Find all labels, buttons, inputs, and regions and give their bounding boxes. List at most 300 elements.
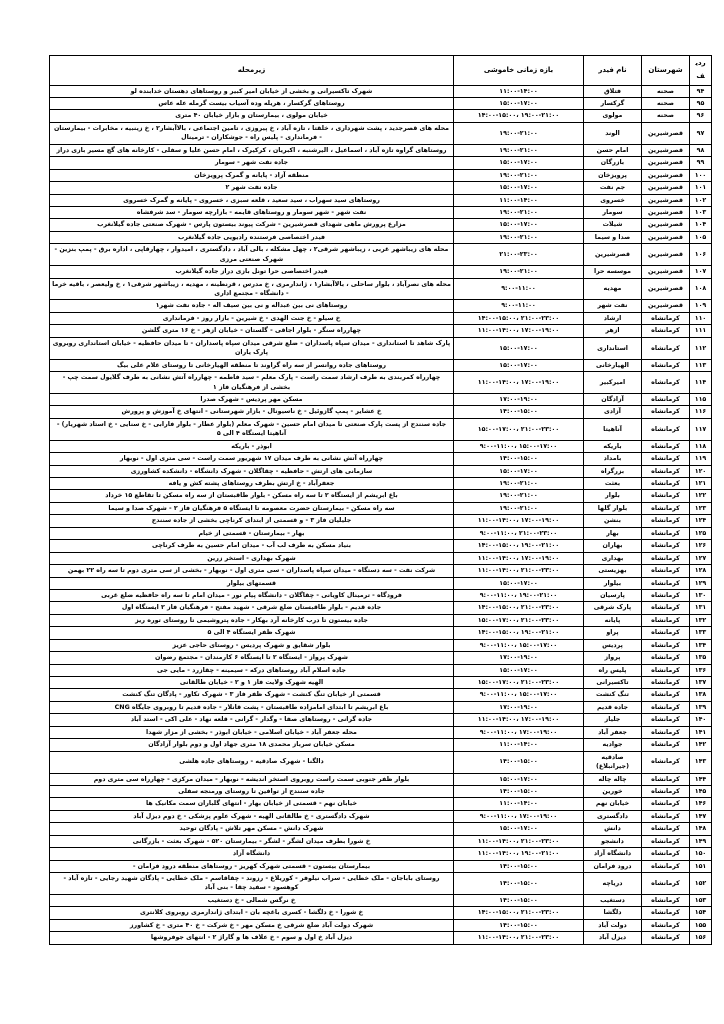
- cell-county: کرمانشاه: [642, 739, 690, 751]
- cell-county: صحنه: [642, 85, 690, 97]
- table-row: [50, 751, 712, 773]
- cell-county: کرمانشاه: [642, 552, 690, 564]
- cell-row-number: ۱۴۱: [690, 726, 712, 738]
- cell-sub-neighborhood: محله های نصرآباد ، بلوار ساحلی ، بالاآبشار۱ ، ژاندارمری ، خ مدرس ، قرنطینه ، مهدیه ، زیباشهر شرقی۱ ، خ ولیعصر ، باقیه خرما - دانشگاه - مجتمع اداری: [50, 278, 454, 300]
- cell-county: کرمانشاه: [642, 785, 690, 797]
- table-row: [50, 773, 712, 785]
- cell-row-number: ۱۵۵: [690, 919, 712, 931]
- cell-row-number: ۱۲۴: [690, 515, 712, 527]
- cell-feeder: دادگستری: [584, 810, 642, 822]
- cell-outage-time: ۹:۰۰-۱۱:۰۰، ۱۷:۰۰-۱۹:۰۰: [454, 726, 584, 738]
- cell-feeder: جم نفت: [584, 182, 642, 194]
- cell-county: کرمانشاه: [642, 701, 690, 713]
- table-row: [50, 266, 712, 278]
- cell-county: قصرشیرین: [642, 231, 690, 243]
- cell-outage-time: ۱۷:۰۰-۱۹:۰۰: [454, 393, 584, 405]
- cell-county: کرمانشاه: [642, 602, 690, 614]
- cell-outage-time: ۹:۰۰-۱۱:۰۰، ۲۱:۰۰-۲۳:۰۰: [454, 527, 584, 539]
- column-header-feeder: نام فیدر: [584, 56, 642, 86]
- table-row: [50, 873, 712, 895]
- table-row: [50, 677, 712, 689]
- cell-feeder: پلیس راه: [584, 664, 642, 676]
- cell-county: کرمانشاه: [642, 312, 690, 324]
- cell-outage-time: ۱۴:۰۰-۱۵:۰۰، ۲۱:۰۰-۲۳:۰۰: [454, 907, 584, 919]
- cell-row-number: ۱۰۴: [690, 219, 712, 231]
- cell-feeder: جوادیه: [584, 739, 642, 751]
- table-row: [50, 490, 712, 502]
- cell-row-number: ۱۳۵: [690, 652, 712, 664]
- table-row: [50, 907, 712, 919]
- cell-county: کرمانشاه: [642, 627, 690, 639]
- cell-feeder: بلوار گلها: [584, 502, 642, 514]
- cell-county: کرمانشاه: [642, 337, 690, 359]
- cell-county: کرمانشاه: [642, 848, 690, 860]
- cell-feeder: پارک شرقی: [584, 602, 642, 614]
- cell-feeder: دانش: [584, 823, 642, 835]
- table-row: [50, 418, 712, 440]
- cell-county: کرمانشاه: [642, 726, 690, 738]
- cell-outage-time: ۱۹:۰۰-۲۱:۰۰: [454, 144, 584, 156]
- cell-feeder: استانداری: [584, 337, 642, 359]
- table-row: [50, 502, 712, 514]
- cell-outage-time: ۱۱:۰۰-۱۴:۰۰، ۱۷:۰۰-۱۹:۰۰: [454, 325, 584, 337]
- cell-row-number: ۱۲۵: [690, 527, 712, 539]
- cell-outage-time: ۹:۰۰-۱۱:۰۰، ۱۵:۰۰-۱۷:۰۰: [454, 689, 584, 701]
- table-row: [50, 278, 712, 300]
- table-row: [50, 359, 712, 371]
- cell-sub-neighborhood: شهرک دانش - مسکن مهر تلاش - پادگان توحید: [50, 823, 454, 835]
- cell-feeder: پراو: [584, 627, 642, 639]
- cell-county: کرمانشاه: [642, 490, 690, 502]
- cell-row-number: ۱۵۲: [690, 873, 712, 895]
- table-row: [50, 848, 712, 860]
- cell-row-number: ۹۸: [690, 144, 712, 156]
- cell-county: کرمانشاه: [642, 565, 690, 577]
- cell-outage-time: ۱۵:۰۰-۱۷:۰۰، ۲۱:۰۰-۲۳:۰۰: [454, 614, 584, 626]
- cell-feeder: بعثت: [584, 478, 642, 490]
- cell-county: کرمانشاه: [642, 810, 690, 822]
- cell-feeder: ارشاد: [584, 312, 642, 324]
- cell-feeder: دستغیب: [584, 894, 642, 906]
- table-row: [50, 540, 712, 552]
- cell-outage-time: ۱۴:۰۰-۱۵:۰۰، ۱۹:۰۰-۲۱:۰۰: [454, 627, 584, 639]
- table-row: [50, 85, 712, 97]
- cell-sub-neighborhood: دانشگاه آزاد: [50, 848, 454, 860]
- cell-feeder: نفت شهر: [584, 300, 642, 312]
- cell-row-number: ۱۱۴: [690, 372, 712, 394]
- cell-sub-neighborhood: بلوار شقایق و شهرک پردیس - روستای حاجی عزیز: [50, 639, 454, 651]
- cell-outage-time: ۱۵:۰۰-۱۷:۰۰: [454, 823, 584, 835]
- cell-feeder: سومار: [584, 206, 642, 218]
- cell-sub-neighborhood: خ شورا بطرف میدان لشگر - لشگر - بیمارستان ۵۲۰ - شهرک بعثت - بازرگانی: [50, 835, 454, 847]
- cell-row-number: ۱۰۱: [690, 182, 712, 194]
- cell-row-number: ۹۵: [690, 98, 712, 110]
- cell-outage-time: ۱۹:۰۰-۲۱:۰۰: [454, 266, 584, 278]
- cell-row-number: ۱۲۶: [690, 540, 712, 552]
- cell-county: کرمانشاه: [642, 823, 690, 835]
- cell-county: کرمانشاه: [642, 589, 690, 601]
- cell-feeder: صدا و سیما: [584, 231, 642, 243]
- table-row: [50, 98, 712, 110]
- cell-county: کرمانشاه: [642, 515, 690, 527]
- cell-row-number: ۱۲۹: [690, 577, 712, 589]
- cell-row-number: ۱۳۹: [690, 701, 712, 713]
- cell-county: قصرشیرین: [642, 157, 690, 169]
- cell-feeder: فتلاق: [584, 85, 642, 97]
- cell-row-number: ۱۵۳: [690, 894, 712, 906]
- cell-outage-time: ۹:۰۰-۱۱:۰۰: [454, 300, 584, 312]
- cell-row-number: ۱۴۰: [690, 714, 712, 726]
- cell-feeder: بنشن: [584, 515, 642, 527]
- cell-row-number: ۱۵۴: [690, 907, 712, 919]
- cell-outage-time: ۱۴:۰۰-۱۵:۰۰، ۲۱:۰۰-۲۳:۰۰: [454, 602, 584, 614]
- cell-county: صحنه: [642, 98, 690, 110]
- cell-county: کرمانشاه: [642, 652, 690, 664]
- cell-feeder: مهدیه: [584, 278, 642, 300]
- cell-county: کرمانشاه: [642, 860, 690, 872]
- cell-feeder: موسسه حرا: [584, 266, 642, 278]
- table-row: [50, 785, 712, 797]
- cell-row-number: ۱۰۰: [690, 169, 712, 181]
- cell-sub-neighborhood: محله های زیباشهر غربی ، زیباشهر شرقی۲ ، چهل مشکله ، بالی آباد ، دادگستری ، امیدوار ، چهارقاپی ، اداره برق - پمپ بنزین - شهرک صنعتی مرزی: [50, 244, 454, 266]
- cell-row-number: ۱۴۵: [690, 785, 712, 797]
- cell-sub-neighborhood: خیابان مولوی ، بیمارستان و بازار خیابان ۴۰ متری: [50, 110, 454, 122]
- column-header-county: شهرستان: [642, 56, 690, 86]
- cell-sub-neighborhood: سه راه مسکن - بیمارستان حضرت معصومه تا ایستگاه ۵ فرهنگیان فاز ۲ - شهرک صدا و سیما: [50, 502, 454, 514]
- table-row: [50, 860, 712, 872]
- cell-row-number: ۱۰۹: [690, 300, 712, 312]
- cell-feeder: بهداری: [584, 552, 642, 564]
- cell-feeder: بیلوار: [584, 577, 642, 589]
- cell-feeder: بازرگان: [584, 157, 642, 169]
- cell-feeder: امام حسن: [584, 144, 642, 156]
- cell-outage-time: ۱۵:۰۰-۱۷:۰۰، ۲۱:۰۰-۲۳:۰۰: [454, 677, 584, 689]
- cell-county: کرمانشاه: [642, 325, 690, 337]
- cell-outage-time: ۱۱:۰۰-۱۴:۰۰، ۱۷:۰۰-۱۹:۰۰: [454, 714, 584, 726]
- cell-outage-time: ۱۱:۰۰-۱۴:۰۰، ۲۱:۰۰-۲۳:۰۰: [454, 835, 584, 847]
- cell-county: کرمانشاه: [642, 773, 690, 785]
- cell-row-number: ۱۳۱: [690, 602, 712, 614]
- table-row: [50, 527, 712, 539]
- cell-sub-neighborhood: جاده اسلام آباد روستاهای درکه - سیمینه - چقازرد - مایی جی: [50, 664, 454, 676]
- cell-feeder: خسروی: [584, 194, 642, 206]
- cell-county: کرمانشاه: [642, 527, 690, 539]
- cell-row-number: ۹۷: [690, 122, 712, 144]
- cell-feeder: امیرکبیر: [584, 372, 642, 394]
- cell-feeder: پرویزخان: [584, 169, 642, 181]
- cell-sub-neighborhood: خ سیلو - خ جنت الهدی - خ شیرین - بازار روز - فرمانداری: [50, 312, 454, 324]
- cell-county: قصرشیرین: [642, 169, 690, 181]
- table-row: [50, 639, 712, 651]
- table-row: [50, 919, 712, 931]
- cell-row-number: ۱۰۸: [690, 278, 712, 300]
- cell-feeder: تنگ کنشت: [584, 689, 642, 701]
- cell-feeder: آناهیتا: [584, 418, 642, 440]
- cell-feeder: ازهر: [584, 325, 642, 337]
- cell-row-number: ۱۳۶: [690, 664, 712, 676]
- cell-feeder: پارسیان: [584, 589, 642, 601]
- table-row: [50, 515, 712, 527]
- cell-feeder: باریکه: [584, 440, 642, 452]
- cell-county: کرمانشاه: [642, 453, 690, 465]
- table-row: [50, 932, 712, 944]
- cell-outage-time: ۱۹:۰۰-۲۱:۰۰: [454, 502, 584, 514]
- cell-outage-time: ۱۴:۰۰-۱۵:۰۰: [454, 894, 584, 906]
- table-row: [50, 689, 712, 701]
- cell-sub-neighborhood: روستای باباجان - ملک خطایی - سراب نیلوفر - کوریلاغ - رزوند - چقاقاسم - ملک خطایی - پادگان شهید رجایی - تازه آباد - کوهسود - سفید چقا - بنی آباد: [50, 873, 454, 895]
- cell-feeder: بهاران: [584, 540, 642, 552]
- cell-row-number: ۱۲۰: [690, 465, 712, 477]
- cell-county: کرمانشاه: [642, 393, 690, 405]
- table-row: [50, 372, 712, 394]
- cell-county: کرمانشاه: [642, 873, 690, 895]
- cell-feeder: گرکسار: [584, 98, 642, 110]
- cell-sub-neighborhood: بهار - بیمارستان - قسمتی از خیام: [50, 527, 454, 539]
- outage-table-body: [50, 85, 712, 944]
- cell-county: کرمانشاه: [642, 372, 690, 394]
- cell-outage-time: ۱۴:۰۰-۱۵:۰۰: [454, 873, 584, 895]
- cell-feeder: آزادگان: [584, 393, 642, 405]
- cell-county: کرمانشاه: [642, 502, 690, 514]
- cell-outage-time: ۱۵:۰۰-۱۷:۰۰، ۲۱:۰۰-۲۳:۰۰: [454, 418, 584, 440]
- cell-county: کرمانشاه: [642, 418, 690, 440]
- cell-feeder: پردیس: [584, 639, 642, 651]
- cell-sub-neighborhood: بلوار ظفر جنوبی سمت راست روبروی استخر اندیشه - نوبهار - میدان مرکزی - چهارراه سی متری دوم: [50, 773, 454, 785]
- cell-row-number: ۱۴۹: [690, 835, 712, 847]
- cell-row-number: ۱۳۳: [690, 627, 712, 639]
- table-row: [50, 894, 712, 906]
- cell-feeder: چاله چاله: [584, 773, 642, 785]
- cell-sub-neighborhood: شرکت نفت - سه دستگاه - میدان سپاه پاسداران - سی متری اول - نوبهار - بخشی از سی متری دوم تا سه راه ۲۲ بهمن: [50, 565, 454, 577]
- cell-row-number: ۱۰۷: [690, 266, 712, 278]
- cell-row-number: ۱۳۸: [690, 689, 712, 701]
- table-row: [50, 726, 712, 738]
- cell-row-number: ۱۱۷: [690, 418, 712, 440]
- cell-county: کرمانشاه: [642, 714, 690, 726]
- cell-outage-time: ۱۴:۰۰-۱۵:۰۰: [454, 751, 584, 773]
- cell-row-number: ۱۴۲: [690, 739, 712, 751]
- cell-outage-time: ۱۴:۰۰-۱۵:۰۰: [454, 406, 584, 418]
- table-row: [50, 465, 712, 477]
- cell-sub-neighborhood: جاده سنندج از توافین تا روستای ورمنجه سفلی: [50, 785, 454, 797]
- cell-outage-time: ۱۱:۰۰-۱۴:۰۰، ۱۷:۰۰-۱۹:۰۰: [454, 515, 584, 527]
- cell-county: قصرشیرین: [642, 219, 690, 231]
- cell-sub-neighborhood: محله جعفر آباد - خیابان اسلامی - خیابان ابوذر - بخشی از مزار شهدا: [50, 726, 454, 738]
- cell-feeder: دیزل آباد: [584, 932, 642, 944]
- cell-outage-time: ۹:۰۰-۱۱:۰۰، ۱۷:۰۰-۱۹:۰۰: [454, 810, 584, 822]
- cell-sub-neighborhood: فیدر اختصاصی فرستنده رادیویی جاده گیلانغرب: [50, 231, 454, 243]
- cell-feeder: الوند: [584, 122, 642, 144]
- cell-row-number: ۱۱۹: [690, 453, 712, 465]
- column-header-row: ردیف: [690, 56, 712, 86]
- table-row: [50, 810, 712, 822]
- table-row: [50, 325, 712, 337]
- cell-sub-neighborhood: مسکن خیابان سرباز محمدی ۱۸ متری جهاد اول و دوم بلوار آزادگان: [50, 739, 454, 751]
- cell-sub-neighborhood: شهرک دولت آباد ضلع شرقی خ مسکن مهر - خ شرکت - خ ۴۰ متری - خ کشاورز: [50, 919, 454, 931]
- cell-feeder: بامداد: [584, 453, 642, 465]
- cell-outage-time: ۱۱:۰۰-۱۴:۰۰: [454, 739, 584, 751]
- cell-sub-neighborhood: پارک شاهد تا استانداری - میدان سپاه پاسداران - ضلع شرقی میدان سپاه پاسداران - تا میدان حافظیه - خیابان استانداری روبروی پارک یاران: [50, 337, 454, 359]
- cell-sub-neighborhood: باغ ابریشم از ایستگاه ۲ تا سه راه مسکن - بلوار طاقبستان از سه راه مسکن تا تقاطع ۱۵ خرداد: [50, 490, 454, 502]
- cell-sub-neighborhood: شهرک پرواز - ایستگاه ۲ تا ایستگاه ۶ کارمندان - مجتمع رضوان: [50, 652, 454, 664]
- cell-sub-neighborhood: خ عشایر - پمپ گازوئیل - خ ناسیونال - بازار شهرستانی - انتهای خ آموزش و پرورش: [50, 406, 454, 418]
- cell-sub-neighborhood: بنیاد مسکن به طرف لب آب - میدان امام حسین به طرف کرناچی: [50, 540, 454, 552]
- cell-row-number: ۱۴۳: [690, 751, 712, 773]
- cell-outage-time: ۹:۰۰-۱۱:۰۰، ۱۵:۰۰-۱۷:۰۰: [454, 440, 584, 452]
- cell-sub-neighborhood: جلیلیان فاز ۳ - و قسمتی از ابتدای کرناچی بخشی از جاده سنندج: [50, 515, 454, 527]
- cell-row-number: ۱۱۱: [690, 325, 712, 337]
- table-row: [50, 739, 712, 751]
- table-row: [50, 565, 712, 577]
- cell-county: کرمانشاه: [642, 540, 690, 552]
- cell-feeder: پرواز: [584, 652, 642, 664]
- cell-row-number: ۱۱۸: [690, 440, 712, 452]
- cell-outage-time: ۱۵:۰۰-۱۷:۰۰: [454, 219, 584, 231]
- cell-row-number: ۱۱۰: [690, 312, 712, 324]
- cell-row-number: ۱۰۳: [690, 206, 712, 218]
- cell-row-number: ۱۱۵: [690, 393, 712, 405]
- cell-outage-time: ۲۱:۰۰-۲۳:۰۰: [454, 244, 584, 266]
- cell-county: قصرشیرین: [642, 194, 690, 206]
- cell-county: کرمانشاه: [642, 689, 690, 701]
- cell-row-number: ۱۴۷: [690, 810, 712, 822]
- cell-outage-time: ۱۴:۰۰-۱۵:۰۰: [454, 860, 584, 872]
- cell-sub-neighborhood: منطقه آزاد - پایانه و گمرک پرویزخان: [50, 169, 454, 181]
- table-row: [50, 614, 712, 626]
- cell-sub-neighborhood: قسمتی از خیابان تنگ کنشت - شهرک ظفر فاز ۳ - شهرک تکاور - پادگان تنگ کنشت: [50, 689, 454, 701]
- cell-outage-time: ۱۴:۰۰-۱۵:۰۰، ۱۹:۰۰-۲۱:۰۰: [454, 110, 584, 122]
- cell-row-number: ۹۴: [690, 85, 712, 97]
- cell-outage-time: ۱۵:۰۰-۱۷:۰۰: [454, 773, 584, 785]
- table-row: [50, 798, 712, 810]
- cell-sub-neighborhood: ابوذر - باریکه: [50, 440, 454, 452]
- cell-sub-neighborhood: روستاهای نی بین عبداله و نی بین سیف اله - جاده نفت شهر۱: [50, 300, 454, 312]
- table-row: [50, 312, 712, 324]
- cell-sub-neighborhood: شهرک بهداری - استخر زرین: [50, 552, 454, 564]
- cell-sub-neighborhood: مزارع پرورش ماهی شهدای قصرشیرین - شرکت پیوند بیستون پارس - شهرک صنعتی جاده گیلانغرب: [50, 219, 454, 231]
- cell-row-number: ۱۲۷: [690, 552, 712, 564]
- cell-county: کرمانشاه: [642, 835, 690, 847]
- table-row: [50, 194, 712, 206]
- cell-outage-time: ۱۵:۰۰-۱۷:۰۰: [454, 465, 584, 477]
- table-row: [50, 602, 712, 614]
- cell-county: کرمانشاه: [642, 440, 690, 452]
- cell-sub-neighborhood: دالگنا - شهرک صادقیه - روستاهای جاده هلشی: [50, 751, 454, 773]
- cell-sub-neighborhood: قسمتهای بیلوار: [50, 577, 454, 589]
- cell-feeder: دولت آباد: [584, 919, 642, 931]
- cell-county: قصرشیرین: [642, 182, 690, 194]
- cell-feeder: قصرشیرین: [584, 244, 642, 266]
- table-row: [50, 589, 712, 601]
- table-row: [50, 453, 712, 465]
- cell-county: کرمانشاه: [642, 919, 690, 931]
- cell-outage-time: ۱۷:۰۰-۱۹:۰۰: [454, 701, 584, 713]
- table-row: [50, 122, 712, 144]
- cell-sub-neighborhood: شهرک تاکسیرانی و بخشی از خیابان امیر کبیر و روستاهای دهستان خدابنده لو: [50, 85, 454, 97]
- cell-county: قصرشیرین: [642, 244, 690, 266]
- cell-row-number: ۱۱۶: [690, 406, 712, 418]
- cell-sub-neighborhood: خ نرگس شمالی - خ دستغیب: [50, 894, 454, 906]
- cell-row-number: ۱۵۰: [690, 848, 712, 860]
- table-row: [50, 110, 712, 122]
- cell-row-number: ۹۶: [690, 110, 712, 122]
- cell-sub-neighborhood: بیمارستان بیستون - قسمتی شهرک کهریز - روستاهای منطقه درود فرامان -: [50, 860, 454, 872]
- cell-row-number: ۱۱۳: [690, 359, 712, 371]
- cell-row-number: ۱۵۱: [690, 860, 712, 872]
- table-row: [50, 835, 712, 847]
- table-row: [50, 664, 712, 676]
- cell-sub-neighborhood: الهیه شهرک ولایت فاز ۱ و ۲ - خیابان طالقانی: [50, 677, 454, 689]
- cell-county: کرمانشاه: [642, 359, 690, 371]
- cell-outage-time: ۱۵:۰۰-۱۷:۰۰: [454, 664, 584, 676]
- table-row: [50, 144, 712, 156]
- table-row: [50, 231, 712, 243]
- cell-feeder: دلگشا: [584, 907, 642, 919]
- outage-table: [49, 55, 712, 945]
- cell-sub-neighborhood: روستاهای سید سهراب ، سید سعید ، قلعه سبزی ، خسروی - پایانه و گمرک خسروی: [50, 194, 454, 206]
- cell-outage-time: ۱۱:۰۰-۱۴:۰۰: [454, 798, 584, 810]
- cell-feeder: دانشگاه آزاد: [584, 848, 642, 860]
- cell-county: کرمانشاه: [642, 677, 690, 689]
- cell-feeder: آزادی: [584, 406, 642, 418]
- cell-feeder: بهار: [584, 527, 642, 539]
- table-row: [50, 300, 712, 312]
- cell-feeder: بلوار: [584, 490, 642, 502]
- cell-row-number: ۱۰۶: [690, 244, 712, 266]
- cell-feeder: دریاچه: [584, 873, 642, 895]
- table-row: [50, 478, 712, 490]
- cell-feeder: جاده قدیم: [584, 701, 642, 713]
- table-row: [50, 627, 712, 639]
- cell-outage-time: ۱۹:۰۰-۲۱:۰۰: [454, 122, 584, 144]
- cell-outage-time: ۱۵:۰۰-۱۷:۰۰: [454, 337, 584, 359]
- cell-sub-neighborhood: سازمانی های ارتش - حافظیه - چقاگلان - شهرک دانشگاه - دانشکده کشاورزی: [50, 465, 454, 477]
- cell-outage-time: ۱۹:۰۰-۲۱:۰۰: [454, 206, 584, 218]
- cell-feeder: الهیارخانی: [584, 359, 642, 371]
- cell-row-number: ۱۵۶: [690, 932, 712, 944]
- cell-county: کرمانشاه: [642, 639, 690, 651]
- cell-outage-time: ۱۴:۰۰-۱۵:۰۰، ۲۱:۰۰-۲۳:۰۰: [454, 312, 584, 324]
- cell-feeder: تاکسیرانی: [584, 677, 642, 689]
- cell-county: قصرشیرین: [642, 266, 690, 278]
- column-header-time: بازه زمانی خاموشی: [454, 56, 584, 86]
- cell-outage-time: ۱۵:۰۰-۱۷:۰۰: [454, 359, 584, 371]
- cell-feeder: بهزیستی: [584, 565, 642, 577]
- cell-row-number: ۱۲۳: [690, 502, 712, 514]
- cell-feeder: خیابان نهم: [584, 798, 642, 810]
- cell-outage-time: ۱۵:۰۰-۱۷:۰۰: [454, 577, 584, 589]
- table-row: [50, 206, 712, 218]
- cell-county: کرمانشاه: [642, 907, 690, 919]
- cell-outage-time: ۱۷:۰۰-۱۹:۰۰: [454, 652, 584, 664]
- cell-outage-time: ۱۹:۰۰-۲۱:۰۰: [454, 490, 584, 502]
- table-row: [50, 577, 712, 589]
- cell-county: قصرشیرین: [642, 122, 690, 144]
- cell-county: کرمانشاه: [642, 478, 690, 490]
- cell-outage-time: ۱۱:۰۰-۱۴:۰۰، ۱۹:۰۰-۲۱:۰۰: [454, 848, 584, 860]
- table-row: [50, 652, 712, 664]
- table-row: [50, 393, 712, 405]
- table-row: [50, 157, 712, 169]
- cell-outage-time: ۱۱:۰۰-۱۴:۰۰، ۲۱:۰۰-۲۳:۰۰: [454, 565, 584, 577]
- cell-county: کرمانشاه: [642, 798, 690, 810]
- cell-feeder: بزرگراه: [584, 465, 642, 477]
- cell-outage-time: ۱۹:۰۰-۲۱:۰۰: [454, 231, 584, 243]
- cell-sub-neighborhood: مسکن مهر پردیس - شهرک صدرا: [50, 393, 454, 405]
- cell-row-number: ۱۰۵: [690, 231, 712, 243]
- cell-county: کرمانشاه: [642, 465, 690, 477]
- cell-row-number: ۱۳۲: [690, 614, 712, 626]
